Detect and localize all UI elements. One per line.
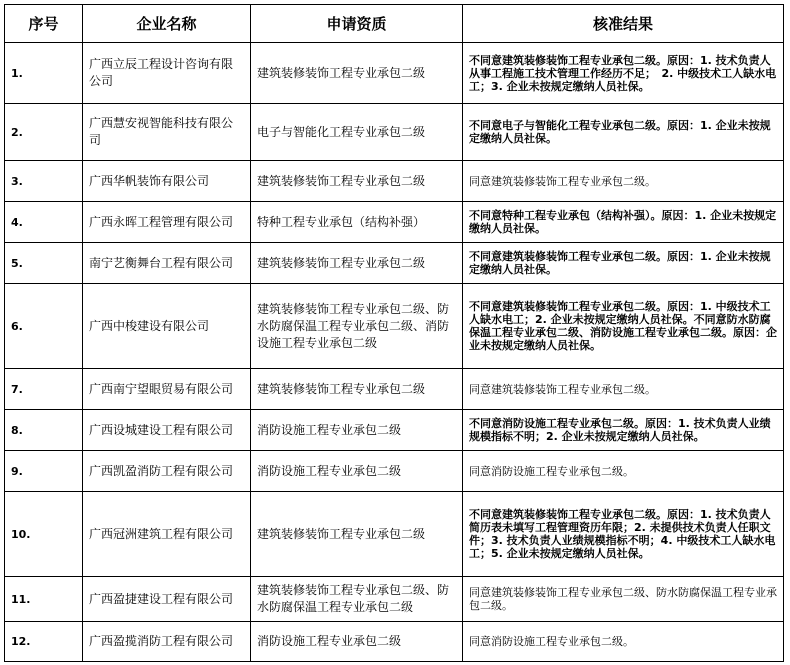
- company-name: 广西中梭建设有限公司: [83, 284, 251, 369]
- table-row: [5, 284, 784, 369]
- row-index: 7.: [5, 369, 83, 410]
- qualification: 建筑装修装饰工程专业承包二级: [251, 243, 463, 284]
- header-company: 企业名称: [83, 5, 251, 43]
- qualification: 消防设施工程专业承包二级: [251, 622, 463, 662]
- company-name: 广西设城建设工程有限公司: [83, 410, 251, 451]
- row-index: 1.: [5, 43, 83, 104]
- company-name: 广西盈捷建设工程有限公司: [83, 577, 251, 622]
- approval-result: 不同意建筑装修装饰工程专业承包二级。原因：1. 企业未按规定缴纳人员社保。: [463, 243, 784, 284]
- row-index: 4.: [5, 202, 83, 243]
- table-row: [5, 161, 784, 202]
- approval-result: 不同意建筑装修装饰工程专业承包二级。原因：1. 技术负责人从事工程施工技术管理工作经历不足； 2. 中级技术工人缺水电工；3. 企业未按规定缴纳人员社保。: [463, 43, 784, 104]
- row-index: 9.: [5, 451, 83, 492]
- row-index: 2.: [5, 104, 83, 161]
- table-row: [5, 104, 784, 161]
- row-index: 10.: [5, 492, 83, 577]
- table-row: [5, 577, 784, 622]
- approval-result: 同意建筑装修装饰工程专业承包二级、防水防腐保温工程专业承包二级。: [463, 577, 784, 622]
- approval-result: 同意消防设施工程专业承包二级。: [463, 622, 784, 662]
- qualification: 建筑装修装饰工程专业承包二级: [251, 492, 463, 577]
- header-result: 核准结果: [463, 5, 784, 43]
- table-row: [5, 410, 784, 451]
- header-qualification: 申请资质: [251, 5, 463, 43]
- row-index: 8.: [5, 410, 83, 451]
- approval-result: 同意建筑装修装饰工程专业承包二级。: [463, 161, 784, 202]
- approval-result: 不同意建筑装修装饰工程专业承包二级。原因：1. 中级技术工人缺水电工；2. 企业未按规定缴纳人员社保。不同意防水防腐保温工程专业承包二级、消防设施工程专业承包二级。原因：企业未按规定缴纳人员社保。: [463, 284, 784, 369]
- qualification: 特种工程专业承包（结构补强）: [251, 202, 463, 243]
- header-index: 序号: [5, 5, 83, 43]
- company-name: 广西永晖工程管理有限公司: [83, 202, 251, 243]
- table-row: [5, 369, 784, 410]
- company-name: 广西凯盈消防工程有限公司: [83, 451, 251, 492]
- approval-table: [4, 4, 784, 662]
- row-index: 11.: [5, 577, 83, 622]
- company-name: 广西盈揽消防工程有限公司: [83, 622, 251, 662]
- table-row: [5, 202, 784, 243]
- qualification: 消防设施工程专业承包二级: [251, 451, 463, 492]
- table-row: [5, 622, 784, 662]
- approval-result: 同意建筑装修装饰工程专业承包二级。: [463, 369, 784, 410]
- approval-result: 同意消防设施工程专业承包二级。: [463, 451, 784, 492]
- company-name: 广西冠洲建筑工程有限公司: [83, 492, 251, 577]
- qualification: 建筑装修装饰工程专业承包二级、防水防腐保温工程专业承包二级: [251, 577, 463, 622]
- row-index: 3.: [5, 161, 83, 202]
- row-index: 12.: [5, 622, 83, 662]
- qualification: 建筑装修装饰工程专业承包二级: [251, 161, 463, 202]
- company-name: 广西慧安视智能科技有限公司: [83, 104, 251, 161]
- qualification: 电子与智能化工程专业承包二级: [251, 104, 463, 161]
- company-name: 南宁艺衡舞台工程有限公司: [83, 243, 251, 284]
- qualification: 建筑装修装饰工程专业承包二级、防水防腐保温工程专业承包二级、消防设施工程专业承包二级: [251, 284, 463, 369]
- table-row: [5, 243, 784, 284]
- company-name: 广西华帆装饰有限公司: [83, 161, 251, 202]
- qualification: 消防设施工程专业承包二级: [251, 410, 463, 451]
- qualification: 建筑装修装饰工程专业承包二级: [251, 43, 463, 104]
- company-name: 广西南宁望眼贸易有限公司: [83, 369, 251, 410]
- table-row: [5, 451, 784, 492]
- table-row: [5, 43, 784, 104]
- row-index: 5.: [5, 243, 83, 284]
- table-row: [5, 492, 784, 577]
- company-name: 广西立辰工程设计咨询有限公司: [83, 43, 251, 104]
- header-row: [5, 5, 784, 43]
- row-index: 6.: [5, 284, 83, 369]
- qualification: 建筑装修装饰工程专业承包二级: [251, 369, 463, 410]
- approval-result: 不同意建筑装修装饰工程专业承包二级。原因：1. 技术负责人简历表未填写工程管理资历年限；2. 未提供技术负责人任职文件；3. 技术负责人业绩规模指标不明；4. 中级技术工人缺水电工；5. 企业未按规定缴纳人员社保。: [463, 492, 784, 577]
- approval-result: 不同意电子与智能化工程专业承包二级。原因：1. 企业未按规定缴纳人员社保。: [463, 104, 784, 161]
- approval-result: 不同意消防设施工程专业承包二级。原因：1. 技术负责人业绩规模指标不明；2. 企业未按规定缴纳人员社保。: [463, 410, 784, 451]
- approval-result: 不同意特种工程专业承包（结构补强）。原因：1. 企业未按规定缴纳人员社保。: [463, 202, 784, 243]
